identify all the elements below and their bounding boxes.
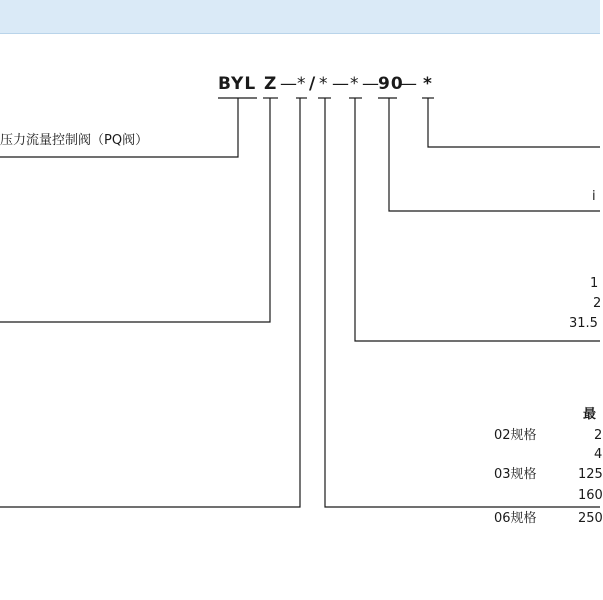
- code-dash-4: —: [400, 74, 418, 94]
- pressure-label-3: 31.5: [569, 316, 598, 331]
- spec-03-value-b: 160: [578, 488, 603, 503]
- spec-02-value-b: 4: [594, 447, 603, 462]
- code-star-2: *: [319, 74, 329, 94]
- spec-02-value-a: 2: [594, 428, 603, 443]
- valve-name-label: 压力流量控制阀（PQ阀）: [0, 133, 149, 148]
- spec-02-label: 02规格: [494, 428, 537, 443]
- code-star-3: *: [350, 74, 360, 94]
- code-star-1: *: [297, 74, 307, 94]
- leader-star2: [325, 98, 603, 507]
- column-header: 最: [583, 407, 597, 422]
- code-number: 90: [378, 74, 404, 94]
- spec-06-value: 250: [578, 511, 603, 526]
- spec-03-label: 03规格: [494, 467, 537, 482]
- leader-z: [0, 98, 270, 322]
- code-dash-3: —: [362, 74, 380, 94]
- cut-label-1: i: [592, 189, 596, 204]
- code-star-4: *: [423, 74, 433, 94]
- code-dash-1: —: [280, 74, 298, 94]
- code-prefix: BYL: [218, 74, 257, 94]
- code-slash: /: [309, 74, 317, 94]
- spec-03-value-a: 125: [578, 467, 603, 482]
- pressure-label-2: 2: [593, 296, 602, 311]
- leader-star3: [355, 98, 600, 341]
- spec-06-label: 06规格: [494, 511, 537, 526]
- code-letter: Z: [264, 74, 278, 94]
- leader-90: [389, 98, 600, 211]
- code-dash-2: —: [332, 74, 350, 94]
- leader-star1: [0, 98, 300, 507]
- pressure-label-1: 1: [590, 276, 599, 291]
- leader-star4: [428, 98, 600, 147]
